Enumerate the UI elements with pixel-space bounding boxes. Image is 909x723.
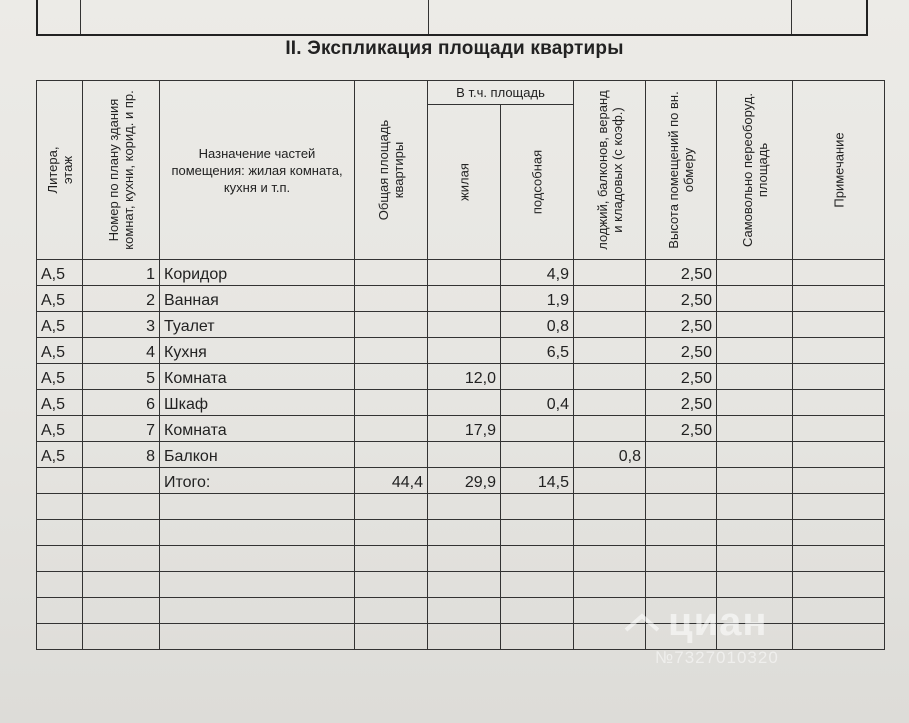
explication-table	[36, 80, 885, 650]
cell-living-area	[428, 338, 501, 364]
cell-room-number: 1	[83, 260, 160, 286]
header-room-number: Номер по плану здания комнат, кухни, корид. и пр.	[83, 81, 160, 260]
cell-room-number: 7	[83, 416, 160, 442]
cell-living-area	[428, 312, 501, 338]
cell-total-area	[355, 442, 428, 468]
cell-purpose	[160, 598, 355, 624]
cell-height: 2,50	[646, 416, 717, 442]
cell-loggia-area	[574, 416, 646, 442]
cell-auxiliary-area	[501, 598, 574, 624]
cell-purpose: Ванная	[160, 286, 355, 312]
cell-room-number: 4	[83, 338, 160, 364]
cell-height	[646, 468, 717, 494]
table-row	[37, 390, 885, 416]
cell-note	[793, 260, 885, 286]
cell-loggia-area	[574, 520, 646, 546]
cell-auxiliary-area	[501, 416, 574, 442]
cell-room-number	[83, 520, 160, 546]
cell-height: 2,50	[646, 286, 717, 312]
header-auxiliary: подсобная	[501, 105, 574, 260]
cell-self-rebuilt	[717, 468, 793, 494]
cell-room-number	[83, 494, 160, 520]
cell-purpose: Комната	[160, 364, 355, 390]
cell-liter: А,5	[37, 390, 83, 416]
cell-self-rebuilt	[717, 364, 793, 390]
cell-living-area	[428, 260, 501, 286]
cell-purpose	[160, 624, 355, 650]
cell-note	[793, 442, 885, 468]
cell-loggia-area	[574, 286, 646, 312]
cell-auxiliary-area: 1,9	[501, 286, 574, 312]
cell-living-area	[428, 572, 501, 598]
cell-auxiliary-area	[501, 546, 574, 572]
cell-self-rebuilt	[717, 416, 793, 442]
cell-auxiliary-area	[501, 572, 574, 598]
cell-purpose	[160, 520, 355, 546]
cell-room-number	[83, 572, 160, 598]
cell-note	[793, 546, 885, 572]
cell-purpose	[160, 546, 355, 572]
cell-height: 2,50	[646, 312, 717, 338]
cell-note	[793, 520, 885, 546]
cell-height	[646, 572, 717, 598]
cell-self-rebuilt	[717, 442, 793, 468]
cell-room-number: 5	[83, 364, 160, 390]
cell-loggia-area	[574, 338, 646, 364]
cell-self-rebuilt	[717, 260, 793, 286]
cell-room-number	[83, 624, 160, 650]
header-total-area: Общая площадь квартиры	[355, 81, 428, 260]
cell-loggia-area	[574, 468, 646, 494]
cell-total-area	[355, 494, 428, 520]
cell-living-area	[428, 624, 501, 650]
cell-living-area	[428, 494, 501, 520]
cell-total-area	[355, 338, 428, 364]
cell-height: 2,50	[646, 338, 717, 364]
cell-note	[793, 572, 885, 598]
cell-height	[646, 520, 717, 546]
cell-purpose: Итого:	[160, 468, 355, 494]
cell-auxiliary-area	[501, 494, 574, 520]
cell-auxiliary-area	[501, 364, 574, 390]
table-row	[37, 286, 885, 312]
cell-liter: А,5	[37, 416, 83, 442]
cell-total-area	[355, 390, 428, 416]
cell-purpose: Шкаф	[160, 390, 355, 416]
cell-self-rebuilt	[717, 390, 793, 416]
cell-self-rebuilt	[717, 572, 793, 598]
cell-purpose	[160, 494, 355, 520]
cell-auxiliary-area: 4,9	[501, 260, 574, 286]
cell-auxiliary-area: 0,8	[501, 312, 574, 338]
cell-loggia-area	[574, 494, 646, 520]
cell-height	[646, 442, 717, 468]
cell-note	[793, 468, 885, 494]
cell-loggia-area	[574, 546, 646, 572]
table-row	[37, 338, 885, 364]
cell-liter	[37, 494, 83, 520]
cell-self-rebuilt	[717, 520, 793, 546]
cell-height	[646, 546, 717, 572]
table-divider	[428, 0, 429, 34]
cell-living-area	[428, 442, 501, 468]
cell-total-area	[355, 598, 428, 624]
cell-liter	[37, 624, 83, 650]
cell-self-rebuilt	[717, 338, 793, 364]
cell-room-number: 6	[83, 390, 160, 416]
cell-liter: А,5	[37, 442, 83, 468]
cell-liter: А,5	[37, 286, 83, 312]
cell-purpose	[160, 572, 355, 598]
cell-purpose: Коридор	[160, 260, 355, 286]
cell-liter	[37, 598, 83, 624]
cell-purpose: Туалет	[160, 312, 355, 338]
cell-liter: А,5	[37, 338, 83, 364]
header-height: Высота помещений по вн. обмеру	[646, 81, 717, 260]
cell-living-area	[428, 546, 501, 572]
cell-note	[793, 416, 885, 442]
cell-liter	[37, 572, 83, 598]
header-loggias: лоджий, балконов, веранд и кладовых (с коэф.)	[574, 81, 646, 260]
watermark-listing-id: №7327010320	[655, 648, 779, 667]
header-living: жилая	[428, 105, 501, 260]
cell-loggia-area	[574, 390, 646, 416]
cell-living-area: 17,9	[428, 416, 501, 442]
cell-living-area	[428, 286, 501, 312]
table-row	[37, 494, 885, 520]
cell-note	[793, 338, 885, 364]
table-divider	[791, 0, 792, 34]
table-row	[37, 416, 885, 442]
header-purpose: Назначение частей помещения: жилая комната, кухня и т.п.	[160, 81, 355, 260]
cell-auxiliary-area: 0,4	[501, 390, 574, 416]
cell-purpose: Балкон	[160, 442, 355, 468]
section-title: II. Экспликация площади квартиры	[285, 38, 624, 59]
cell-living-area	[428, 390, 501, 416]
header-liter-floor: Литера, этаж	[37, 81, 83, 260]
header-note: Примечание	[793, 81, 885, 260]
cian-logo-icon	[622, 608, 662, 638]
cell-room-number: 8	[83, 442, 160, 468]
cell-liter: А,5	[37, 364, 83, 390]
cell-note	[793, 494, 885, 520]
cell-total-area	[355, 546, 428, 572]
cell-loggia-area: 0,8	[574, 442, 646, 468]
cell-living-area: 29,9	[428, 468, 501, 494]
cell-purpose: Кухня	[160, 338, 355, 364]
cell-liter: А,5	[37, 312, 83, 338]
cell-auxiliary-area: 14,5	[501, 468, 574, 494]
table-row	[37, 520, 885, 546]
cell-height: 2,50	[646, 260, 717, 286]
table-row	[37, 260, 885, 286]
previous-table-fragment	[36, 0, 868, 36]
table-body	[37, 260, 885, 650]
cell-self-rebuilt	[717, 312, 793, 338]
cell-note	[793, 390, 885, 416]
cell-total-area	[355, 624, 428, 650]
cell-note	[793, 598, 885, 624]
cell-living-area	[428, 598, 501, 624]
cell-room-number	[83, 546, 160, 572]
cell-living-area	[428, 520, 501, 546]
cell-auxiliary-area	[501, 520, 574, 546]
cell-liter	[37, 520, 83, 546]
cell-height	[646, 494, 717, 520]
cell-loggia-area	[574, 364, 646, 390]
cell-room-number	[83, 598, 160, 624]
cell-total-area	[355, 312, 428, 338]
cell-note	[793, 624, 885, 650]
cell-total-area	[355, 260, 428, 286]
table-row	[37, 572, 885, 598]
watermark-brand: циан	[668, 600, 768, 644]
cell-note	[793, 286, 885, 312]
cell-room-number: 3	[83, 312, 160, 338]
cell-note	[793, 312, 885, 338]
cell-purpose: Комната	[160, 416, 355, 442]
cell-self-rebuilt	[717, 494, 793, 520]
cell-loggia-area	[574, 312, 646, 338]
table-row	[37, 468, 885, 494]
cell-self-rebuilt	[717, 546, 793, 572]
cell-living-area: 12,0	[428, 364, 501, 390]
cell-total-area	[355, 520, 428, 546]
table-row	[37, 364, 885, 390]
cell-auxiliary-area	[501, 442, 574, 468]
cell-loggia-area	[574, 572, 646, 598]
table-row	[37, 546, 885, 572]
cell-height: 2,50	[646, 364, 717, 390]
cell-total-area: 44,4	[355, 468, 428, 494]
cell-loggia-area	[574, 260, 646, 286]
cell-liter	[37, 468, 83, 494]
header-self-rebuilt: Самовольно переоборуд. площадь	[717, 81, 793, 260]
cell-liter: А,5	[37, 260, 83, 286]
cell-total-area	[355, 416, 428, 442]
cell-height: 2,50	[646, 390, 717, 416]
cell-auxiliary-area: 6,5	[501, 338, 574, 364]
cell-note	[793, 364, 885, 390]
cell-room-number	[83, 468, 160, 494]
header-including-area: В т.ч. площадь	[428, 81, 574, 105]
cell-total-area	[355, 572, 428, 598]
cell-liter	[37, 546, 83, 572]
cell-room-number: 2	[83, 286, 160, 312]
table-row	[37, 442, 885, 468]
table-divider	[80, 0, 81, 34]
cell-auxiliary-area	[501, 624, 574, 650]
cell-self-rebuilt	[717, 286, 793, 312]
cell-total-area	[355, 364, 428, 390]
table-row	[37, 312, 885, 338]
cell-total-area	[355, 286, 428, 312]
